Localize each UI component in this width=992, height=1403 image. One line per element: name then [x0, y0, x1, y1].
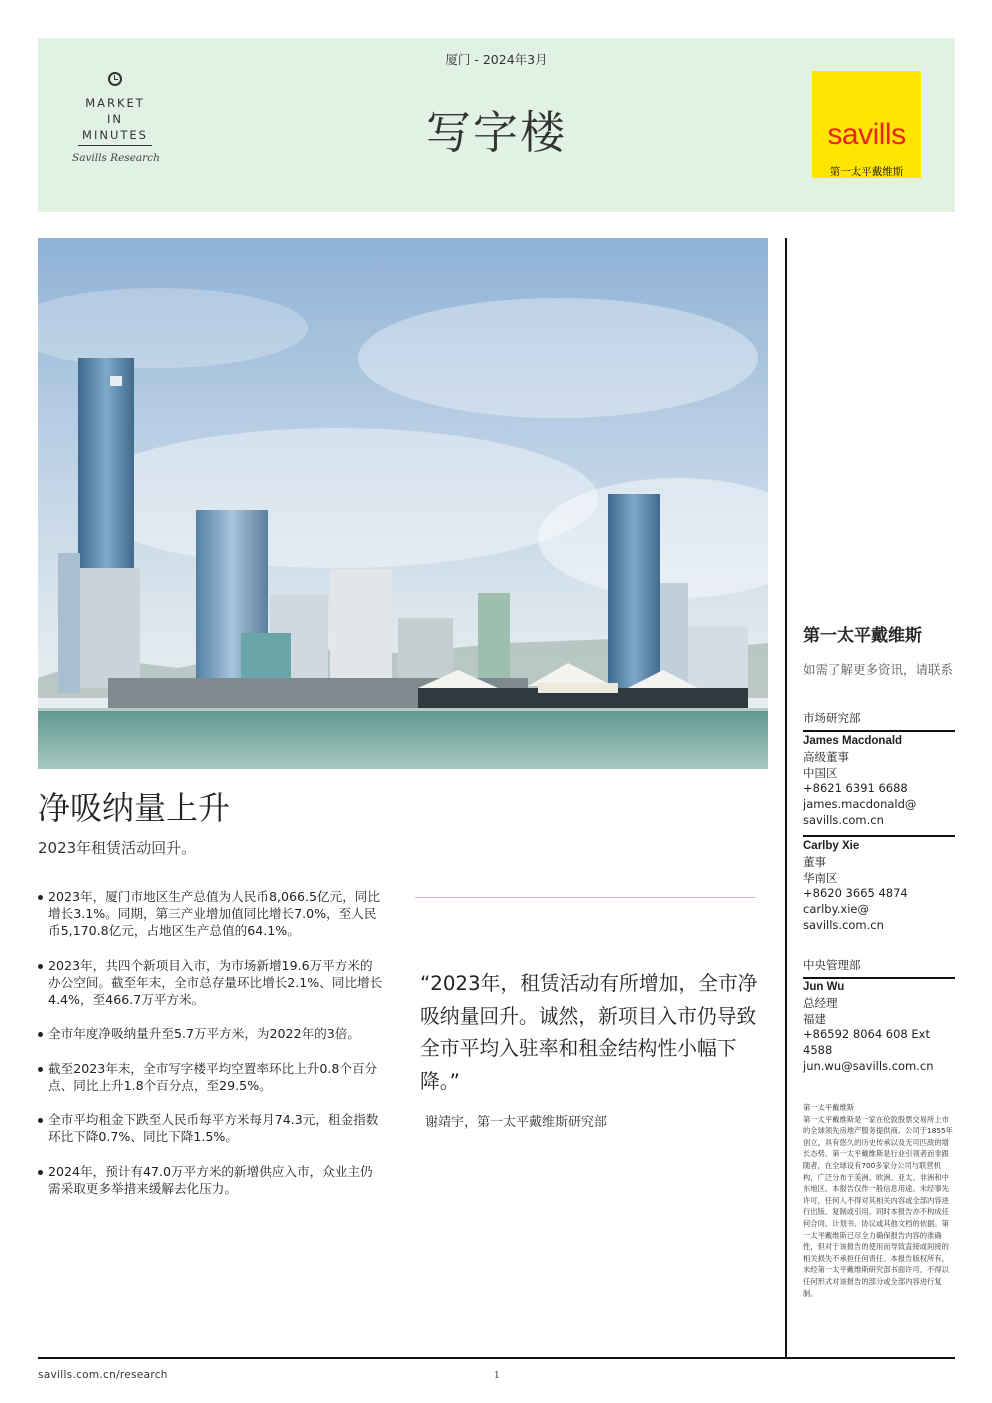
list-item [38, 1025, 383, 1042]
contact-email[interactable]: james.macdonald@ [803, 797, 917, 812]
contact-name: Carlby Xie [803, 840, 860, 852]
bullet-text: 2023年，厦门市地区生产总值为人民币8,066.5亿元，同比增长3.1%。同期，第三产业增加值同比增长7.0%，至人民币5,170.8亿元，占地区生产总值的64.1%。 [48, 889, 380, 938]
footer-url[interactable]: savills.com.cn/research [38, 1369, 168, 1381]
quote-attribution: 谢靖宇，第一太平戴维斯研究部 [425, 1115, 608, 1130]
report-title: 写字楼 [425, 106, 567, 159]
bullet-text: 2023年，共四个新项目入市，为市场新增19.6万平方米的办公空间。截至年末，全市总存量环比增长2.1%、同比增长4.4%，至466.7万平方米。 [48, 957, 383, 1007]
section-rule [803, 835, 955, 837]
contact-phone: +8620 3665 4874 [803, 886, 908, 901]
list-item [38, 1163, 383, 1197]
quote-divider [415, 897, 756, 898]
headline: 净吸纳量上升 [38, 789, 231, 827]
logo-chinese-name: 第一太平戴维斯 [829, 166, 904, 178]
report-location-date: 厦门 - 2024年3月 [445, 52, 548, 67]
bullet-text: 全市平均租金下跌至人民币每平方米每月74.3元，租金指数环比下降0.7%、同比下降1.5%。 [48, 1112, 379, 1144]
contact-email[interactable]: jun.wu@savills.com.cn [803, 1058, 934, 1073]
contact-role: 董事 [803, 854, 826, 869]
disclaimer-title: 第一太平戴维斯 [803, 1103, 855, 1112]
bullet-text: 2024年，预计有47.0万平方米的新增供应入市，众业主仍需采取更多举措来缓解去化压力。 [48, 1163, 373, 1196]
bullet-dot [38, 1032, 43, 1037]
section-label-research: 市场研究部 [803, 711, 861, 725]
savills-logo [812, 71, 921, 178]
brand-line: IN [107, 112, 123, 126]
clock-icon [108, 72, 122, 86]
contact-card [803, 734, 955, 829]
xiamen-skyline-photo [38, 238, 768, 769]
contact-email[interactable]: carlby.xie@ [803, 902, 869, 917]
list-item [38, 888, 383, 939]
contact-region: 华南区 [803, 870, 838, 885]
section-rule [803, 730, 955, 732]
disclaimer-text: 第一太平戴维斯是一家在伦敦股票交易所上市的全球领先房地产服务提供商。公司于1855年创立，具有悠久的历史传承以及无可匹敌的增长态势。第一太平戴维斯是行业引领者而非跟随者，在全球设有700多家分公司与联营机构，广泛分布于美洲、欧洲、亚太、非洲和中东地区。本报告仅作一般信息用途。未经事先许可，任何人不得对其相关内容或全部内容进行出版、复制或引用。同时本报告亦不构成任何合同、计划书、协议或其他文档的依据。第一太平戴维斯已尽全力确保报告内容的准确性，但对于该报告的使用而导致直接或间接的相关损失不承担任何责任。本报告版权所有，未经第一太平戴维斯研究部书面许可，不得以任何形式对该报告的部分或全部内容进行复制。 [803, 1114, 953, 1298]
bullet-text: 截至2023年末，全市写字楼平均空置率环比上升0.8个百分点、同比上升1.8个百分点，至29.5%。 [48, 1060, 378, 1093]
contact-email[interactable]: savills.com.cn [803, 917, 884, 932]
bullet-dot [38, 1067, 43, 1072]
bullet-dot [38, 895, 43, 900]
bullet-text: 全市年度净吸纳量升至5.7万平方米，为2022年的3倍。 [48, 1026, 360, 1041]
sidebar-divider [785, 238, 787, 1358]
key-points-list [38, 888, 383, 1214]
contact-phone: +8621 6391 6688 [803, 781, 908, 796]
contact-card [803, 839, 955, 934]
contact-role: 总经理 [803, 995, 838, 1010]
section-label-central: 中央管理部 [803, 958, 861, 972]
logo-wordmark: savills [827, 118, 906, 151]
sidebar-title: 第一太平戴维斯 [803, 626, 922, 646]
bullet-dot [38, 964, 43, 969]
brand-subtitle: Savills Research [72, 152, 160, 164]
bullet-dot [38, 1118, 43, 1123]
contact-email[interactable]: savills.com.cn [803, 812, 884, 827]
brand-line: MINUTES [82, 128, 148, 142]
list-item [38, 1111, 383, 1145]
contact-card [803, 980, 955, 1075]
bullet-dot [38, 1170, 43, 1175]
section-rule [803, 977, 955, 979]
list-item [38, 1060, 383, 1094]
list-item [38, 957, 383, 1008]
pull-quote: “2023年，租赁活动有所增加，全市净吸纳量回升。诚然，新项目入市仍导致全市平均入驻率和租金结构性小幅下降。” [420, 972, 758, 1093]
footer-rule [38, 1357, 955, 1359]
contact-role: 高级董事 [803, 749, 849, 764]
brand-line: MARKET [85, 96, 145, 110]
disclaimer [803, 1102, 955, 1299]
more-info-text: 如需了解更多资讯，请联系 [803, 662, 954, 677]
contact-name: James Macdonald [803, 735, 903, 747]
contact-region: 福建 [803, 1011, 826, 1026]
contact-name: Jun Wu [803, 981, 845, 993]
contact-region: 中国区 [803, 765, 838, 780]
report-header [38, 38, 955, 212]
contact-phone: +86592 8064 608 Ext 4588 [803, 1027, 930, 1058]
lead-text: 2023年租赁活动回升。 [38, 839, 197, 857]
page-number: 1 [494, 1371, 500, 1381]
